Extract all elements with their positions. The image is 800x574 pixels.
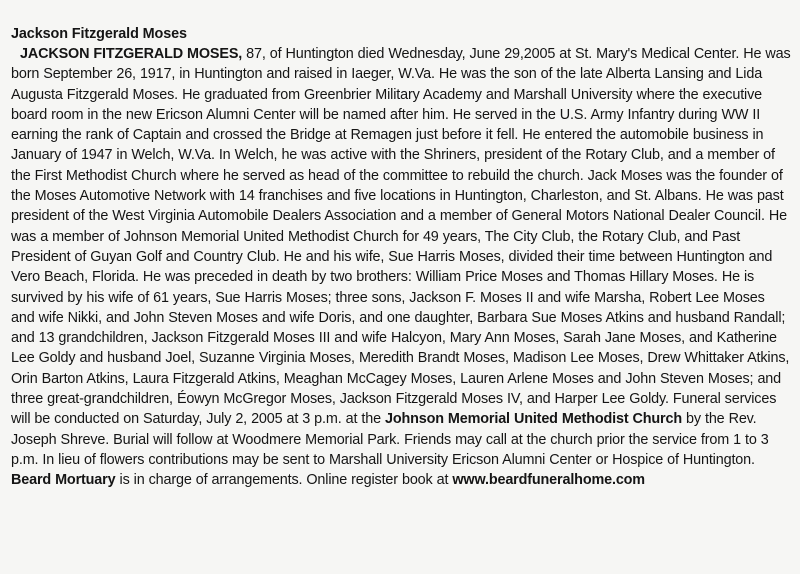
obituary-text-part2: by the Rev. Joseph Shreve. Burial will follow at Woodmere Memorial Park. Friends may call at the church prior the service from 1 to 3 p.m. In lieu of flowers contributions may be sent to Marshall University Ericson Alumni Center or Hospice of Huntington. bbox=[11, 411, 769, 468]
obituary-heading: Jackson Fitzgerald Moses bbox=[11, 26, 187, 42]
obituary-body bbox=[11, 44, 792, 491]
church-name: Johnson Memorial United Methodist Church bbox=[384, 411, 682, 428]
obituary-text-part1: 87, of Huntington died Wednesday, June 29,2005 at St. Mary's Medical Center. He was born September 26, 1917, in Huntington and raised in Iaeger, W.Va. He was the son of the late Alberta Lansing and Lida Augusta Fitzgerald Moses. He graduated from Greenbrier Military Academy and Marshall University where the executive board room in the new Ericson Alumni Center will be named after him. He served in the U.S. Army Infantry during WW II earning the rank of Captain and crossed the Bridge at Remagen just before it fell. He entered the automobile business in January of 1947 in Welch, W.Va. In Welch, he was active with the Shriners, president of the Rotary Club, and a member of the First Methodist Church where he served as head of the committee to rebuild the church. Jack Moses was the founder of the Moses Automotive Network with 14 franchises and five locations in Huntington, Charleston, and St. Albans. He was past president of the West Virginia Automobile Dealers Association and a member of General Motors National Dealer Council. He was a member of Johnson Memorial United Methodist Church for 49 years, The City Club, the Rotary Club, and Past President of Guyan Golf and Country Club. He and his wife, Sue Harris Moses, divided their time between Huntington and Vero Beach, Florida. He was preceded in death by two brothers: William Price Moses and Thomas Hillary Moses. He is survived by his wife of 61 years, Sue Harris Moses; three sons, Jackson F. Moses II and wife Marsha, Robert Lee Moses and wife Nikki, and John Steven Moses and wife Doris, and one daughter, Barbara Sue Moses Atkins and husband Randall; and 13 grandchildren, Jackson Fitzgerald Moses III and wife Halcyon, Mary Ann Moses, Sarah Jane Moses, and Katherine Lee Goldy and husband Joel, Suzanne Virginia Moses, Meredith Brandt Moses, Madison Lee Moses, Drew Whittaker Atkins, Orin Barton Atkins, Laura Fitzgerald Atkins, Meaghan McCagey Moses, Lauren Arlene Moses and John Steven Moses; and three great-grandchildren, Éowyn McGregor Moses, Jackson Fitzgerald Moses IV, and Harper Lee Goldy. Funeral services will be conducted on Saturday, July 2, 2005 at 3 p.m. at the bbox=[11, 46, 791, 428]
mortuary-name: Beard Mortuary bbox=[11, 472, 116, 489]
obituary-text-part3: is in charge of arrangements. Online register book at bbox=[115, 472, 453, 489]
website-link[interactable]: www.beardfuneralhome.com bbox=[452, 472, 645, 489]
deceased-name: JACKSON FITZGERALD MOSES, bbox=[20, 46, 243, 62]
